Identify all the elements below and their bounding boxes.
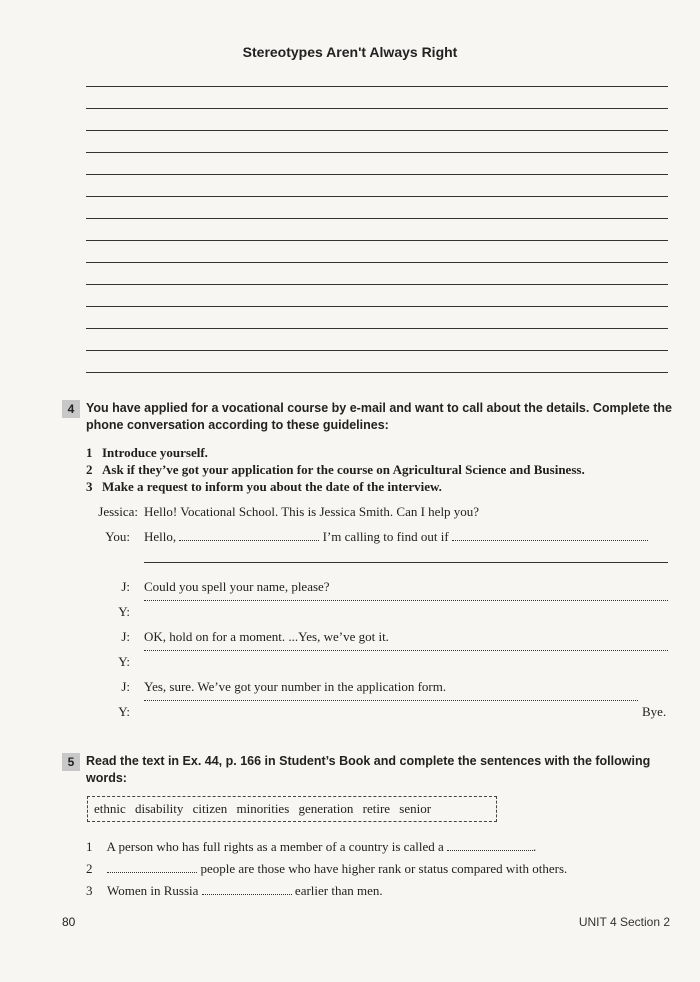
writing-line[interactable] bbox=[86, 152, 668, 153]
speaker-label: J: bbox=[121, 629, 130, 644]
guideline-text: Introduce yourself. bbox=[102, 445, 208, 460]
sentence-blank[interactable] bbox=[107, 861, 197, 873]
writing-line[interactable] bbox=[86, 284, 668, 285]
exercise-5-heading bbox=[62, 753, 672, 787]
name-blank[interactable] bbox=[179, 529, 319, 541]
guideline-number: 3 bbox=[86, 479, 93, 494]
answer-line[interactable] bbox=[144, 600, 668, 601]
writing-line[interactable] bbox=[86, 174, 668, 175]
page-title: Stereotypes Aren't Always Right bbox=[242, 44, 458, 60]
writing-line[interactable] bbox=[86, 306, 668, 307]
dialogue-line: Hello! Vocational School. This is Jessica Smith. Can I help you? bbox=[144, 504, 480, 519]
find-out-blank[interactable] bbox=[452, 529, 648, 541]
writing-line[interactable] bbox=[86, 240, 668, 241]
you-line bbox=[144, 529, 648, 545]
dialogue-line: Yes, sure. We’ve got your number in the application form. bbox=[144, 679, 447, 694]
exercise-5-instruction: Read the text in Ex. 44, p. 166 in Student’s Book and complete the sentences with the following words: bbox=[86, 754, 651, 785]
sentence-number: 3 bbox=[86, 883, 93, 898]
writing-line[interactable] bbox=[86, 262, 668, 263]
exercise-number-badge: 4 bbox=[62, 400, 80, 418]
speaker-label: Y: bbox=[118, 654, 130, 669]
answer-line[interactable] bbox=[144, 700, 638, 701]
guideline-item bbox=[86, 478, 676, 495]
sentence-text-before: A person who has full rights as a member of a country is called a bbox=[106, 839, 444, 854]
guideline-item bbox=[86, 461, 676, 478]
word-bank: ethnic disability citizen minorities generation retire senior bbox=[87, 796, 497, 822]
guidelines-list bbox=[86, 444, 676, 495]
sentence-text-after: earlier than men. bbox=[294, 883, 383, 898]
exercise-4-instruction: You have applied for a vocational course by e-mail and want to call about the details. Complete the phone conversation according to these guidelines: bbox=[86, 401, 672, 432]
sentence-blank[interactable] bbox=[447, 839, 533, 851]
guideline-item bbox=[86, 444, 676, 461]
sentence-item bbox=[86, 861, 567, 877]
unit-section-label: UNIT 4 Section 2 bbox=[578, 915, 670, 929]
sentence-item bbox=[86, 883, 383, 899]
speaker-label: J: bbox=[121, 579, 130, 594]
writing-line[interactable] bbox=[86, 108, 668, 109]
sentence-text-before: Women in Russia bbox=[107, 883, 199, 898]
sentence-text-after: people are those who have higher rank or status compared with others. bbox=[200, 861, 568, 876]
dialogue-line: OK, hold on for a moment. ...Yes, we’ve got it. bbox=[144, 629, 389, 644]
writing-line[interactable] bbox=[86, 196, 668, 197]
sentence-item bbox=[86, 839, 536, 855]
speaker-label: J: bbox=[121, 679, 130, 694]
page-number: 80 bbox=[62, 915, 76, 929]
exercise-4-heading bbox=[62, 400, 672, 434]
guideline-number: 1 bbox=[86, 445, 93, 460]
you-hello-text: Hello, bbox=[144, 529, 177, 544]
sentence-number: 1 bbox=[86, 839, 93, 854]
writing-line[interactable] bbox=[86, 130, 668, 131]
writing-line[interactable] bbox=[86, 372, 668, 373]
guideline-text: Ask if they’ve got your application for the course on Agricultural Science and Business. bbox=[102, 462, 585, 477]
speaker-label: You: bbox=[105, 529, 130, 544]
writing-line[interactable] bbox=[86, 328, 668, 329]
sentence-number: 2 bbox=[86, 861, 93, 876]
dialogue-line: Could you spell your name, please? bbox=[144, 579, 330, 594]
writing-line[interactable] bbox=[86, 218, 668, 219]
sentence-blank[interactable] bbox=[202, 883, 292, 895]
writing-line[interactable] bbox=[86, 86, 668, 87]
guideline-text: Make a request to inform you about the date of the interview. bbox=[102, 479, 442, 494]
writing-line[interactable] bbox=[86, 350, 668, 351]
speaker-label: Y: bbox=[118, 704, 130, 719]
answer-line[interactable] bbox=[144, 562, 668, 563]
guideline-number: 2 bbox=[86, 462, 93, 477]
sentence-text-after: . bbox=[532, 839, 537, 854]
speaker-label: Y: bbox=[118, 604, 130, 619]
speaker-label: Jessica: bbox=[98, 504, 138, 519]
exercise-number-badge: 5 bbox=[62, 753, 80, 771]
writing-lines[interactable] bbox=[86, 86, 668, 394]
answer-line[interactable] bbox=[144, 650, 668, 651]
bye-text: Bye. bbox=[642, 704, 667, 719]
you-calling-text: I’m calling to find out if bbox=[322, 529, 449, 544]
